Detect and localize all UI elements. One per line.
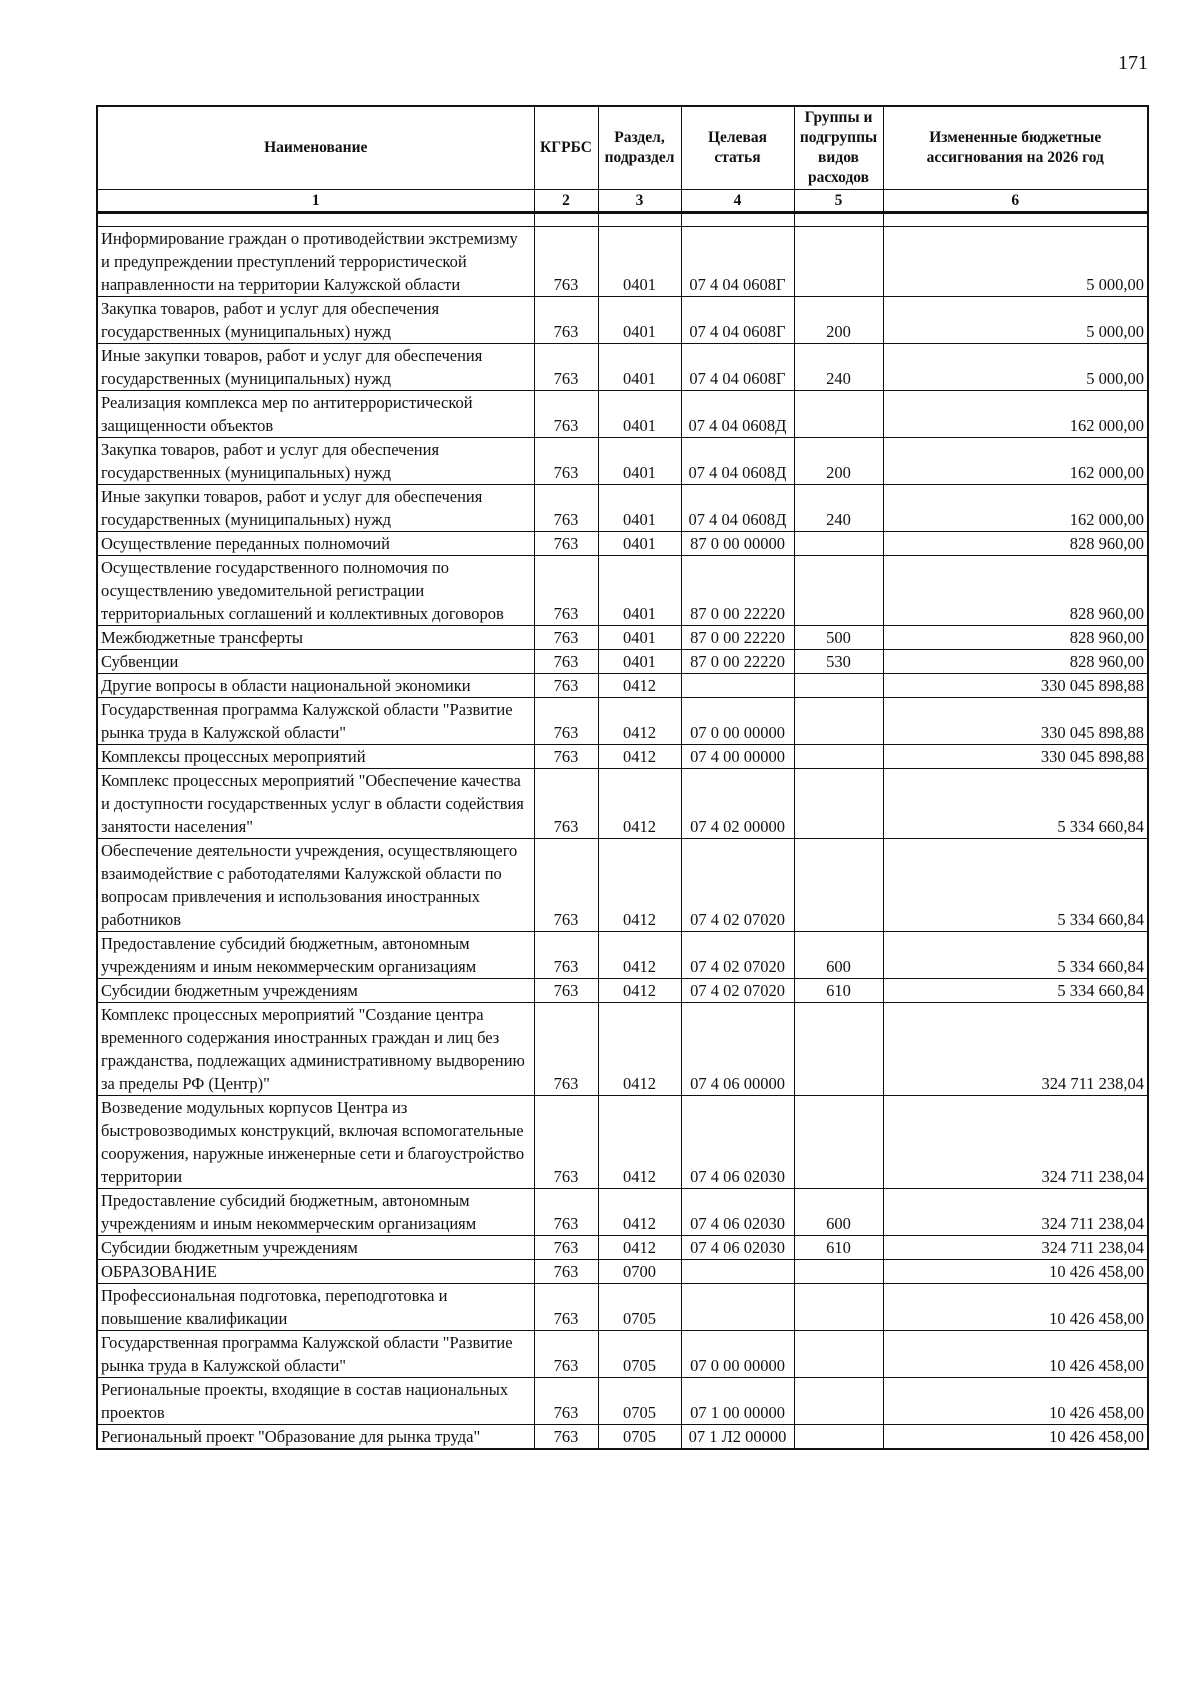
cell-group [794, 1330, 883, 1377]
cell-kgrbs: 763 [534, 625, 598, 649]
cell-section: 0401 [598, 343, 681, 390]
table-row [97, 226, 1148, 296]
cell-target: 07 4 02 07020 [681, 978, 794, 1002]
table-row [97, 649, 1148, 673]
cell-kgrbs: 763 [534, 838, 598, 931]
cell-amount: 828 960,00 [883, 531, 1148, 555]
cell-target: 07 4 04 0608Д [681, 484, 794, 531]
cell-target: 07 4 04 0608Д [681, 390, 794, 437]
cell-target: 07 4 06 00000 [681, 1002, 794, 1095]
cell-target: 87 0 00 22220 [681, 555, 794, 625]
cell-section: 0401 [598, 390, 681, 437]
header-amount: Измененные бюджетные ассигнования на 2026 год [883, 106, 1148, 189]
cell-kgrbs: 763 [534, 555, 598, 625]
cell-kgrbs: 763 [534, 1235, 598, 1259]
cell-section: 0412 [598, 1002, 681, 1095]
cell-kgrbs: 763 [534, 1424, 598, 1449]
cell-amount: 162 000,00 [883, 390, 1148, 437]
cell-amount: 5 000,00 [883, 226, 1148, 296]
cell-amount: 10 426 458,00 [883, 1377, 1148, 1424]
table-row [97, 1188, 1148, 1235]
cell-name: ОБРАЗОВАНИЕ [97, 1259, 534, 1283]
cell-group: 200 [794, 437, 883, 484]
table-row [97, 978, 1148, 1002]
cell-amount: 10 426 458,00 [883, 1283, 1148, 1330]
cell-name: Возведение модульных корпусов Центра из быстровозводимых конструкций, включая вспомогательные сооружения, наружные инженерные сети и благоустройство территории [97, 1095, 534, 1188]
cell-group: 530 [794, 649, 883, 673]
cell-amount: 324 711 238,04 [883, 1095, 1148, 1188]
cell-section: 0401 [598, 649, 681, 673]
table-row [97, 343, 1148, 390]
cell-name: Комплексы процессных мероприятий [97, 744, 534, 768]
cell-name: Региональные проекты, входящие в состав национальных проектов [97, 1377, 534, 1424]
page-number: 171 [1118, 52, 1148, 74]
column-number: 2 [534, 189, 598, 212]
cell-target: 87 0 00 22220 [681, 625, 794, 649]
column-number: 3 [598, 189, 681, 212]
cell-amount: 10 426 458,00 [883, 1330, 1148, 1377]
cell-kgrbs: 763 [534, 226, 598, 296]
cell-name: Предоставление субсидий бюджетным, автономным учреждениям и иным некоммерческим организациям [97, 1188, 534, 1235]
cell-kgrbs: 763 [534, 1002, 598, 1095]
cell-section: 0401 [598, 625, 681, 649]
cell-kgrbs: 763 [534, 484, 598, 531]
cell-section: 0412 [598, 838, 681, 931]
cell-kgrbs: 763 [534, 768, 598, 838]
cell-kgrbs: 763 [534, 931, 598, 978]
cell-target: 07 4 06 02030 [681, 1235, 794, 1259]
cell-amount: 330 045 898,88 [883, 673, 1148, 697]
cell-section: 0412 [598, 1188, 681, 1235]
cell-section: 0705 [598, 1283, 681, 1330]
cell-target: 07 4 00 00000 [681, 744, 794, 768]
cell-kgrbs: 763 [534, 1259, 598, 1283]
cell-kgrbs: 763 [534, 531, 598, 555]
cell-name: Закупка товаров, работ и услуг для обеспечения государственных (муниципальных) нужд [97, 437, 534, 484]
cell-kgrbs: 763 [534, 1188, 598, 1235]
cell-target: 07 4 02 07020 [681, 931, 794, 978]
table-row [97, 1283, 1148, 1330]
cell-target: 07 4 02 07020 [681, 838, 794, 931]
cell-section: 0401 [598, 296, 681, 343]
cell-group: 610 [794, 978, 883, 1002]
cell-section: 0401 [598, 531, 681, 555]
cell-group [794, 744, 883, 768]
table-row [97, 625, 1148, 649]
column-number: 5 [794, 189, 883, 212]
cell-group: 600 [794, 1188, 883, 1235]
cell-kgrbs: 763 [534, 697, 598, 744]
header-name: Наименование [97, 106, 534, 189]
cell-kgrbs: 763 [534, 978, 598, 1002]
table-row [97, 1002, 1148, 1095]
cell-target [681, 673, 794, 697]
cell-amount: 5 334 660,84 [883, 768, 1148, 838]
cell-name: Государственная программа Калужской области "Развитие рынка труда в Калужской области" [97, 1330, 534, 1377]
table-row [97, 555, 1148, 625]
cell-section: 0700 [598, 1259, 681, 1283]
cell-amount: 162 000,00 [883, 484, 1148, 531]
cell-group [794, 1002, 883, 1095]
cell-amount: 828 960,00 [883, 625, 1148, 649]
cell-group [794, 1283, 883, 1330]
cell-name: Предоставление субсидий бюджетным, автономным учреждениям и иным некоммерческим организациям [97, 931, 534, 978]
cell-group [794, 555, 883, 625]
cell-group [794, 1259, 883, 1283]
cell-group [794, 838, 883, 931]
cell-group [794, 768, 883, 838]
table-row [97, 1377, 1148, 1424]
cell-section: 0401 [598, 484, 681, 531]
cell-group: 500 [794, 625, 883, 649]
table-row [97, 531, 1148, 555]
cell-amount: 5 000,00 [883, 343, 1148, 390]
cell-section: 0705 [598, 1424, 681, 1449]
cell-name: Государственная программа Калужской области "Развитие рынка труда в Калужской области" [97, 697, 534, 744]
cell-kgrbs: 763 [534, 1330, 598, 1377]
table-row [97, 1330, 1148, 1377]
cell-target: 07 4 04 0608Д [681, 437, 794, 484]
cell-section: 0401 [598, 555, 681, 625]
cell-group: 240 [794, 343, 883, 390]
cell-amount: 330 045 898,88 [883, 697, 1148, 744]
cell-kgrbs: 763 [534, 1095, 598, 1188]
cell-section: 0412 [598, 1095, 681, 1188]
cell-section: 0705 [598, 1330, 681, 1377]
header-section: Раздел, подраздел [598, 106, 681, 189]
cell-name: Субсидии бюджетным учреждениям [97, 978, 534, 1002]
cell-kgrbs: 763 [534, 437, 598, 484]
table-row [97, 390, 1148, 437]
cell-amount: 5 334 660,84 [883, 838, 1148, 931]
cell-group [794, 673, 883, 697]
table-row [97, 1095, 1148, 1188]
cell-target: 07 4 04 0608Г [681, 226, 794, 296]
cell-section: 0401 [598, 437, 681, 484]
cell-target [681, 1259, 794, 1283]
cell-group [794, 226, 883, 296]
cell-kgrbs: 763 [534, 390, 598, 437]
budget-table [96, 105, 1149, 1450]
cell-name: Субсидии бюджетным учреждениям [97, 1235, 534, 1259]
cell-group: 600 [794, 931, 883, 978]
cell-name: Осуществление переданных полномочий [97, 531, 534, 555]
cell-group: 610 [794, 1235, 883, 1259]
cell-target: 07 0 00 00000 [681, 1330, 794, 1377]
cell-section: 0705 [598, 1377, 681, 1424]
table-row [97, 768, 1148, 838]
cell-name: Профессиональная подготовка, переподготовка и повышение квалификации [97, 1283, 534, 1330]
table-row [97, 673, 1148, 697]
cell-target: 07 4 06 02030 [681, 1188, 794, 1235]
cell-group [794, 1424, 883, 1449]
table-row [97, 838, 1148, 931]
cell-amount: 5 334 660,84 [883, 931, 1148, 978]
cell-group [794, 1377, 883, 1424]
header-target: Целевая статья [681, 106, 794, 189]
cell-group [794, 390, 883, 437]
cell-amount: 324 711 238,04 [883, 1188, 1148, 1235]
table-row [97, 484, 1148, 531]
cell-name: Реализация комплекса мер по антитеррористической защищенности объектов [97, 390, 534, 437]
cell-name: Закупка товаров, работ и услуг для обеспечения государственных (муниципальных) нужд [97, 296, 534, 343]
cell-amount: 10 426 458,00 [883, 1424, 1148, 1449]
cell-group: 240 [794, 484, 883, 531]
header-groups: Группы и подгруппы видов расходов [794, 106, 883, 189]
cell-kgrbs: 763 [534, 673, 598, 697]
cell-group [794, 1095, 883, 1188]
cell-amount: 828 960,00 [883, 555, 1148, 625]
cell-kgrbs: 763 [534, 649, 598, 673]
cell-target: 07 4 04 0608Г [681, 296, 794, 343]
cell-amount: 324 711 238,04 [883, 1002, 1148, 1095]
cell-target: 07 4 06 02030 [681, 1095, 794, 1188]
cell-section: 0412 [598, 931, 681, 978]
cell-target: 07 4 04 0608Г [681, 343, 794, 390]
cell-amount: 5 334 660,84 [883, 978, 1148, 1002]
cell-name: Осуществление государственного полномочия по осуществлению уведомительной регистрации территориальных соглашений и коллективных договоров [97, 555, 534, 625]
column-number: 4 [681, 189, 794, 212]
cell-name: Комплекс процессных мероприятий "Создание центра временного содержания иностранных граждан и лиц без гражданства, подлежащих административному выдворению за пределы РФ (Центр)" [97, 1002, 534, 1095]
cell-kgrbs: 763 [534, 296, 598, 343]
cell-kgrbs: 763 [534, 343, 598, 390]
header-kgrbs: КГРБС [534, 106, 598, 189]
cell-section: 0412 [598, 744, 681, 768]
table-row [97, 1259, 1148, 1283]
table-row [97, 697, 1148, 744]
cell-name: Обеспечение деятельности учреждения, осуществляющего взаимодействие с работодателями Калужской области по вопросам привлечения и использования иностранных работников [97, 838, 534, 931]
cell-name: Другие вопросы в области национальной экономики [97, 673, 534, 697]
table-body [97, 212, 1148, 1449]
cell-name: Комплекс процессных мероприятий "Обеспечение качества и доступности государственных услуг в области содействия занятости населения" [97, 768, 534, 838]
cell-name: Информирование граждан о противодействии экстремизму и предупреждении преступлений террористической направленности на территории Калужской области [97, 226, 534, 296]
cell-group: 200 [794, 296, 883, 343]
cell-target: 07 4 02 00000 [681, 768, 794, 838]
table-row [97, 1424, 1148, 1449]
cell-amount: 5 000,00 [883, 296, 1148, 343]
cell-name: Субвенции [97, 649, 534, 673]
cell-name: Иные закупки товаров, работ и услуг для обеспечения государственных (муниципальных) нужд [97, 343, 534, 390]
cell-kgrbs: 763 [534, 744, 598, 768]
table-row [97, 296, 1148, 343]
column-number: 1 [97, 189, 534, 212]
cell-target: 87 0 00 00000 [681, 531, 794, 555]
cell-section: 0401 [598, 226, 681, 296]
cell-target: 07 1 00 00000 [681, 1377, 794, 1424]
cell-amount: 10 426 458,00 [883, 1259, 1148, 1283]
cell-target: 07 0 00 00000 [681, 697, 794, 744]
table-row [97, 744, 1148, 768]
cell-section: 0412 [598, 673, 681, 697]
cell-kgrbs: 763 [534, 1377, 598, 1424]
cell-name: Иные закупки товаров, работ и услуг для обеспечения государственных (муниципальных) нужд [97, 484, 534, 531]
cell-target [681, 1283, 794, 1330]
cell-section: 0412 [598, 697, 681, 744]
table-row [97, 437, 1148, 484]
cell-group [794, 531, 883, 555]
cell-amount: 828 960,00 [883, 649, 1148, 673]
cell-group [794, 697, 883, 744]
cell-amount: 330 045 898,88 [883, 744, 1148, 768]
cell-section: 0412 [598, 978, 681, 1002]
column-number: 6 [883, 189, 1148, 212]
cell-section: 0412 [598, 768, 681, 838]
cell-target: 07 1 Л2 00000 [681, 1424, 794, 1449]
table-row [97, 1235, 1148, 1259]
cell-name: Межбюджетные трансферты [97, 625, 534, 649]
cell-kgrbs: 763 [534, 1283, 598, 1330]
cell-target: 87 0 00 22220 [681, 649, 794, 673]
cell-amount: 324 711 238,04 [883, 1235, 1148, 1259]
cell-amount: 162 000,00 [883, 437, 1148, 484]
cell-section: 0412 [598, 1235, 681, 1259]
cell-name: Региональный проект "Образование для рынка труда" [97, 1424, 534, 1449]
table-row [97, 931, 1148, 978]
